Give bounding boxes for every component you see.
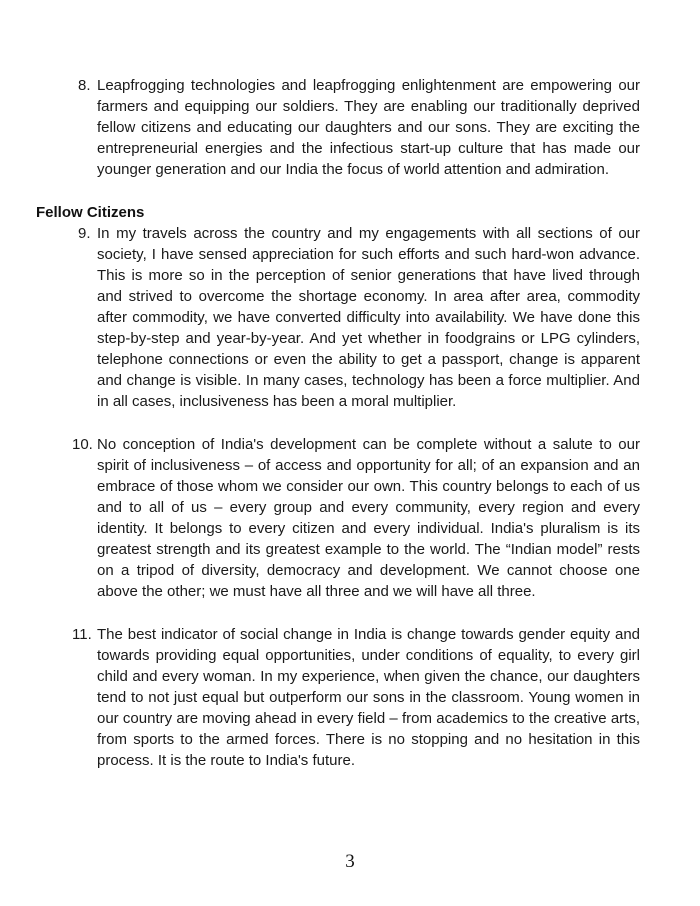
page-number: 3 [345, 851, 355, 872]
list-item-9-text: In my travels across the country and my engagements with all sections of our society, I have sensed appreciation for such efforts and such hard-won advance. This is more so in the perception of senior generations that have lived through and strived to overcome the shortage economy. In area after area, commodity after commodity, we have converted difficulty into availability. We have done this step-by-step and year-by-year. And yet whether in foodgrains or LPG cylinders, telephone connections or even the ability to get a passport, change is apparent and change is visible. In many cases, technology has been a force multiplier. And in all cases, inclusiveness has been a moral multiplier. [97, 225, 640, 410]
list-item-8-text: Leapfrogging technologies and leapfrogging enlightenment are empowering our farmers and equipping our soldiers. They are enabling our traditionally deprived fellow citizens and educating our daughters and our sons. They are exciting the entrepreneurial energies and the infectious start-up culture that has made our younger generation and our India the focus of world attention and admiration. [97, 77, 640, 178]
list-item-11-number: 11. [72, 626, 92, 643]
list-item-8 [72, 75, 640, 180]
list-item-11 [72, 624, 640, 771]
section-heading-fellow-citizens: Fellow Citizens [36, 204, 145, 221]
list-item-10-number: 10. [72, 436, 93, 453]
list-item-10 [72, 434, 640, 602]
list-item-8-number: 8. [78, 77, 91, 94]
list-item-11-text: The best indicator of social change in India is change towards gender equity and towards providing equal opportunities, under conditions of equality, to every girl child and every woman. In my experience, when given the chance, our daughters tend to not just equal but outperform our sons in the classroom. Young women in our country are moving ahead in every field – from academics to the creative arts, from sports to the armed forces. There is no stopping and no hesitation in this process. It is the route to India's future. [97, 626, 640, 769]
list-item-9 [72, 223, 640, 412]
list-item-9-number: 9. [78, 225, 91, 242]
list-item-10-text: No conception of India's development can be complete without a salute to our spirit of inclusiveness – of access and opportunity for all; of an expansion and an embrace of those whom we consider our own. This country belongs to each of us and to all of us – every group and every community, every region and every identity. It belongs to every citizen and every individual. India's pluralism is its greatest strength and its greatest example to the world. The “Indian model” rests on a tripod of diversity, democracy and development. We cannot choose one above the other; we must have all three and we will have all three. [97, 436, 640, 600]
